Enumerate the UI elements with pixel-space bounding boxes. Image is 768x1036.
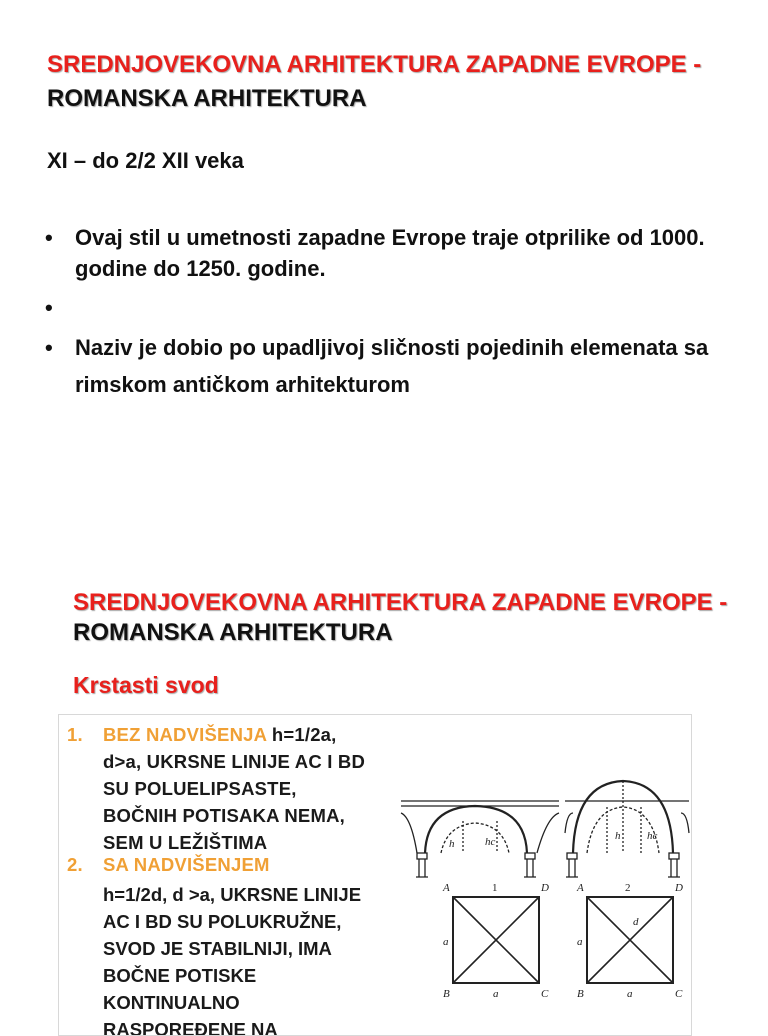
- label-B: B: [443, 988, 450, 1000]
- item1-heading: BEZ NADVIŠENJA: [103, 724, 267, 745]
- item2-body: [103, 881, 423, 1036]
- label-C: C: [541, 988, 549, 1000]
- bullet-item: [45, 292, 745, 323]
- label-h: h: [615, 830, 621, 842]
- slide2-title: [73, 588, 753, 648]
- bullet-text: Ovaj stil u umetnosti zapadne Evrope traje otprilike od 1000. godine do 1250. godine.: [75, 225, 705, 281]
- item1-line: SU POLUELIPSASTE,: [103, 778, 297, 799]
- fig2-number: 2: [625, 882, 631, 894]
- slide1-title-dark: ROMANSKA ARHITEKTURA: [47, 85, 367, 112]
- label-h: h: [449, 838, 455, 850]
- label-D: D: [541, 882, 549, 894]
- list-item-2: [67, 851, 427, 878]
- label-a: a: [577, 936, 583, 948]
- label-A: A: [577, 882, 584, 894]
- label-B: B: [577, 988, 584, 1000]
- item2-line: KONTINUALNO: [103, 992, 240, 1013]
- item2-line: RASPOREĐENE NA: [103, 1019, 278, 1036]
- bullet-icon: •: [45, 225, 53, 250]
- slide1-title: [47, 48, 747, 116]
- item2-line: AC I BD SU POLUKRUŽNE,: [103, 911, 342, 932]
- label-a: a: [443, 936, 449, 948]
- slide1-bullet-list: [45, 222, 745, 403]
- slide2-title-red: SREDNJOVEKOVNA ARHITEKTURA ZAPADNE EVROPE -: [73, 589, 728, 616]
- item2-number: 2.: [67, 854, 83, 875]
- label-hc: hc: [485, 836, 496, 848]
- list-item-1: [67, 721, 427, 856]
- item1-heading-rest: h=1/2a,: [266, 724, 337, 745]
- vault-diagram: [397, 773, 691, 1035]
- bullet-text: Naziv je dobio po upadljivoj sličnosti pojedinih elemenata sa rimskom antičkom arhitekturom: [75, 335, 709, 397]
- bullet-icon: •: [45, 335, 53, 360]
- vault-figure-panel: [58, 714, 692, 1036]
- item1-line: BOČNIH POTISAKA NEMA,: [103, 805, 345, 826]
- label-hc: hc: [647, 830, 658, 842]
- item2-heading: SA NADVIŠENJEM: [103, 854, 270, 875]
- item1-line: d>a, UKRSNE LINIJE AC I BD: [103, 751, 366, 772]
- bullet-item: [45, 222, 745, 284]
- bullet-item: [45, 329, 745, 403]
- item1-number: 1.: [67, 724, 83, 745]
- label-d: d: [633, 916, 639, 928]
- slide1-subtitle: XI – do 2/2 XII veka: [47, 148, 244, 173]
- fig1-number: 1: [492, 882, 498, 894]
- slide1-title-red: SREDNJOVEKOVNA ARHITEKTURA ZAPADNE EVROPE -: [47, 51, 702, 78]
- slide2-subtitle: Krstasti svod: [73, 672, 219, 698]
- label-A: A: [443, 882, 450, 894]
- item2-line: BOČNE POTISKE: [103, 965, 257, 986]
- item2-line: h=1/2d, d >a, UKRSNE LINIJE: [103, 884, 362, 905]
- item1-line: SEM U LEŽIŠTIMA: [103, 832, 268, 853]
- item2-line: SVOD JE STABILNIJI, IMA: [103, 938, 332, 959]
- slide2-title-dark: ROMANSKA ARHITEKTURA: [73, 619, 393, 646]
- label-a: a: [493, 988, 499, 1000]
- bullet-icon: •: [45, 295, 53, 320]
- label-C: C: [675, 988, 683, 1000]
- label-D: D: [675, 882, 683, 894]
- label-a: a: [627, 988, 633, 1000]
